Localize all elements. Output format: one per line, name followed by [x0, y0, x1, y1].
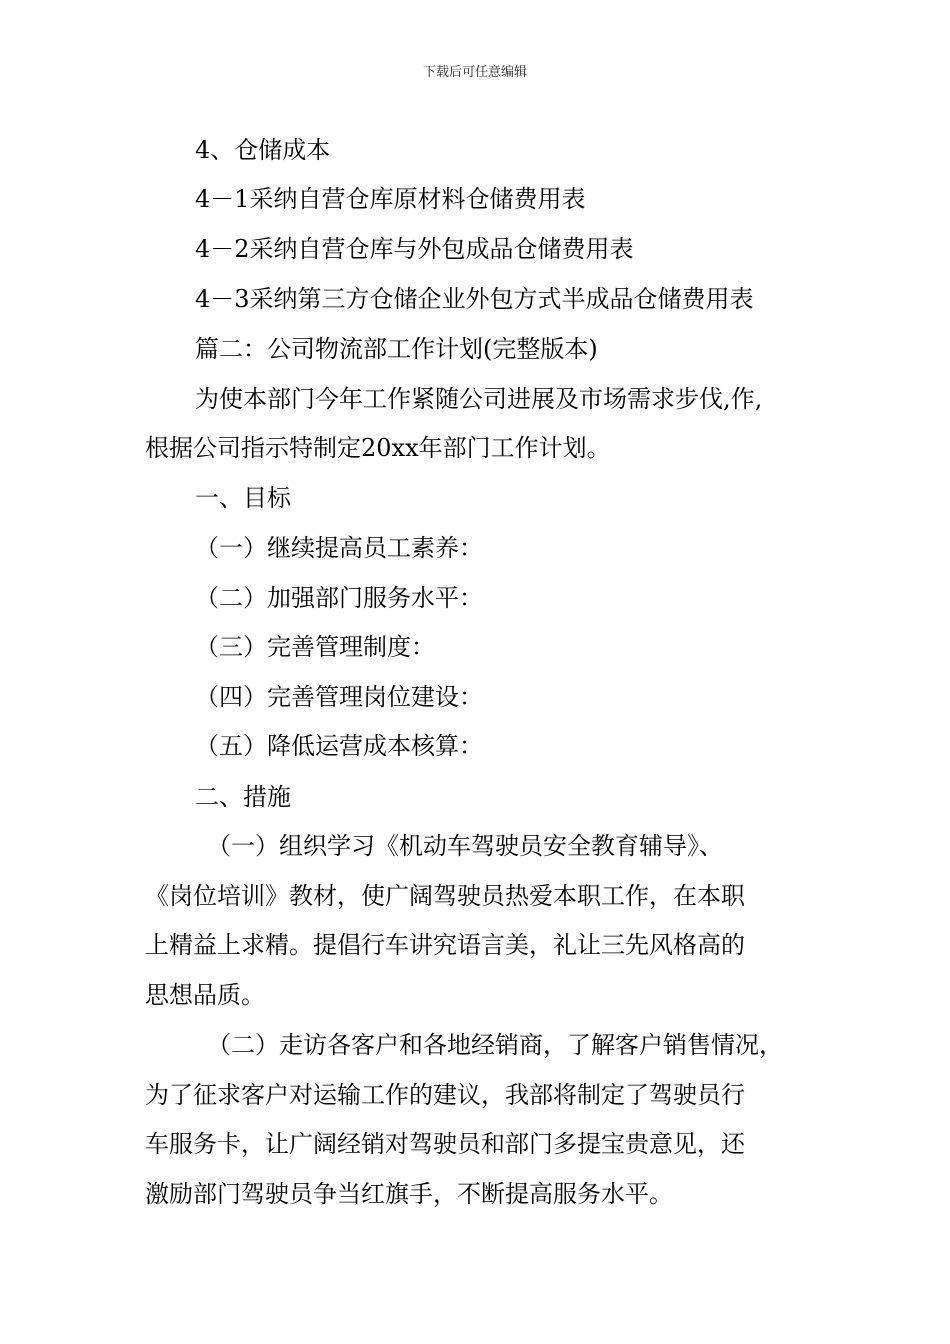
heading-measures: 二、措施	[195, 783, 291, 811]
goal-item-5: （五）降低运营成本核算：	[195, 732, 483, 760]
measure-2-line-2: 为了征求客户对运输工作的建议，我部将制定了驾驶员行	[145, 1081, 745, 1109]
list-item-4-2: 4－2采纳自营仓库与外包成品仓储费用表	[195, 235, 634, 263]
heading-storage-cost: 4、仓储成本	[195, 136, 331, 164]
goal-item-3: （三）完善管理制度：	[195, 633, 435, 661]
paragraph-intro-line-2: 根据公司指示特制定20xx年部门工作计划。	[145, 434, 611, 462]
heading-goals: 一、目标	[195, 484, 291, 512]
list-item-4-3: 4－3采纳第三方仓储企业外包方式半成品仓储费用表	[195, 285, 754, 313]
goal-item-1: （一）继续提高员工素养：	[195, 534, 483, 562]
page-header: 下载后可任意编辑	[422, 65, 527, 80]
measure-2-line-3: 车服务卡，让广阔经销对驾驶员和部门多提宝贵意见，还	[145, 1130, 745, 1158]
measure-1-line-3: 上精益上求精。提倡行车讲究语言美，礼让三先风格高的	[145, 931, 745, 959]
list-item-4-1: 4－1采纳自营仓库原材料仓储费用表	[195, 185, 586, 213]
measure-2-line-1: （二）走访各客户和各地经销商，了解客户销售情况，	[207, 1031, 783, 1059]
measure-1-line-2: 《岗位培训》教材，使广阔驾驶员热爱本职工作，在本职	[145, 882, 745, 910]
measure-1-line-1: （一）组织学习《机动车驾驶员安全教育辅导》、	[207, 832, 723, 860]
measure-1-line-4: 思想品质。	[145, 981, 265, 1009]
goal-item-4: （四）完善管理岗位建设：	[195, 683, 483, 711]
section-title-part-two: 篇二：公司物流部工作计划(完整版本)	[195, 335, 598, 363]
paragraph-intro-line-1: 为使本部门今年工作紧随公司进展及市场需求步伐,作,	[195, 385, 763, 413]
goal-item-2: （二）加强部门服务水平：	[195, 584, 483, 612]
measure-2-line-4: 激励部门驾驶员争当红旗手，不断提高服务水平。	[145, 1180, 673, 1208]
